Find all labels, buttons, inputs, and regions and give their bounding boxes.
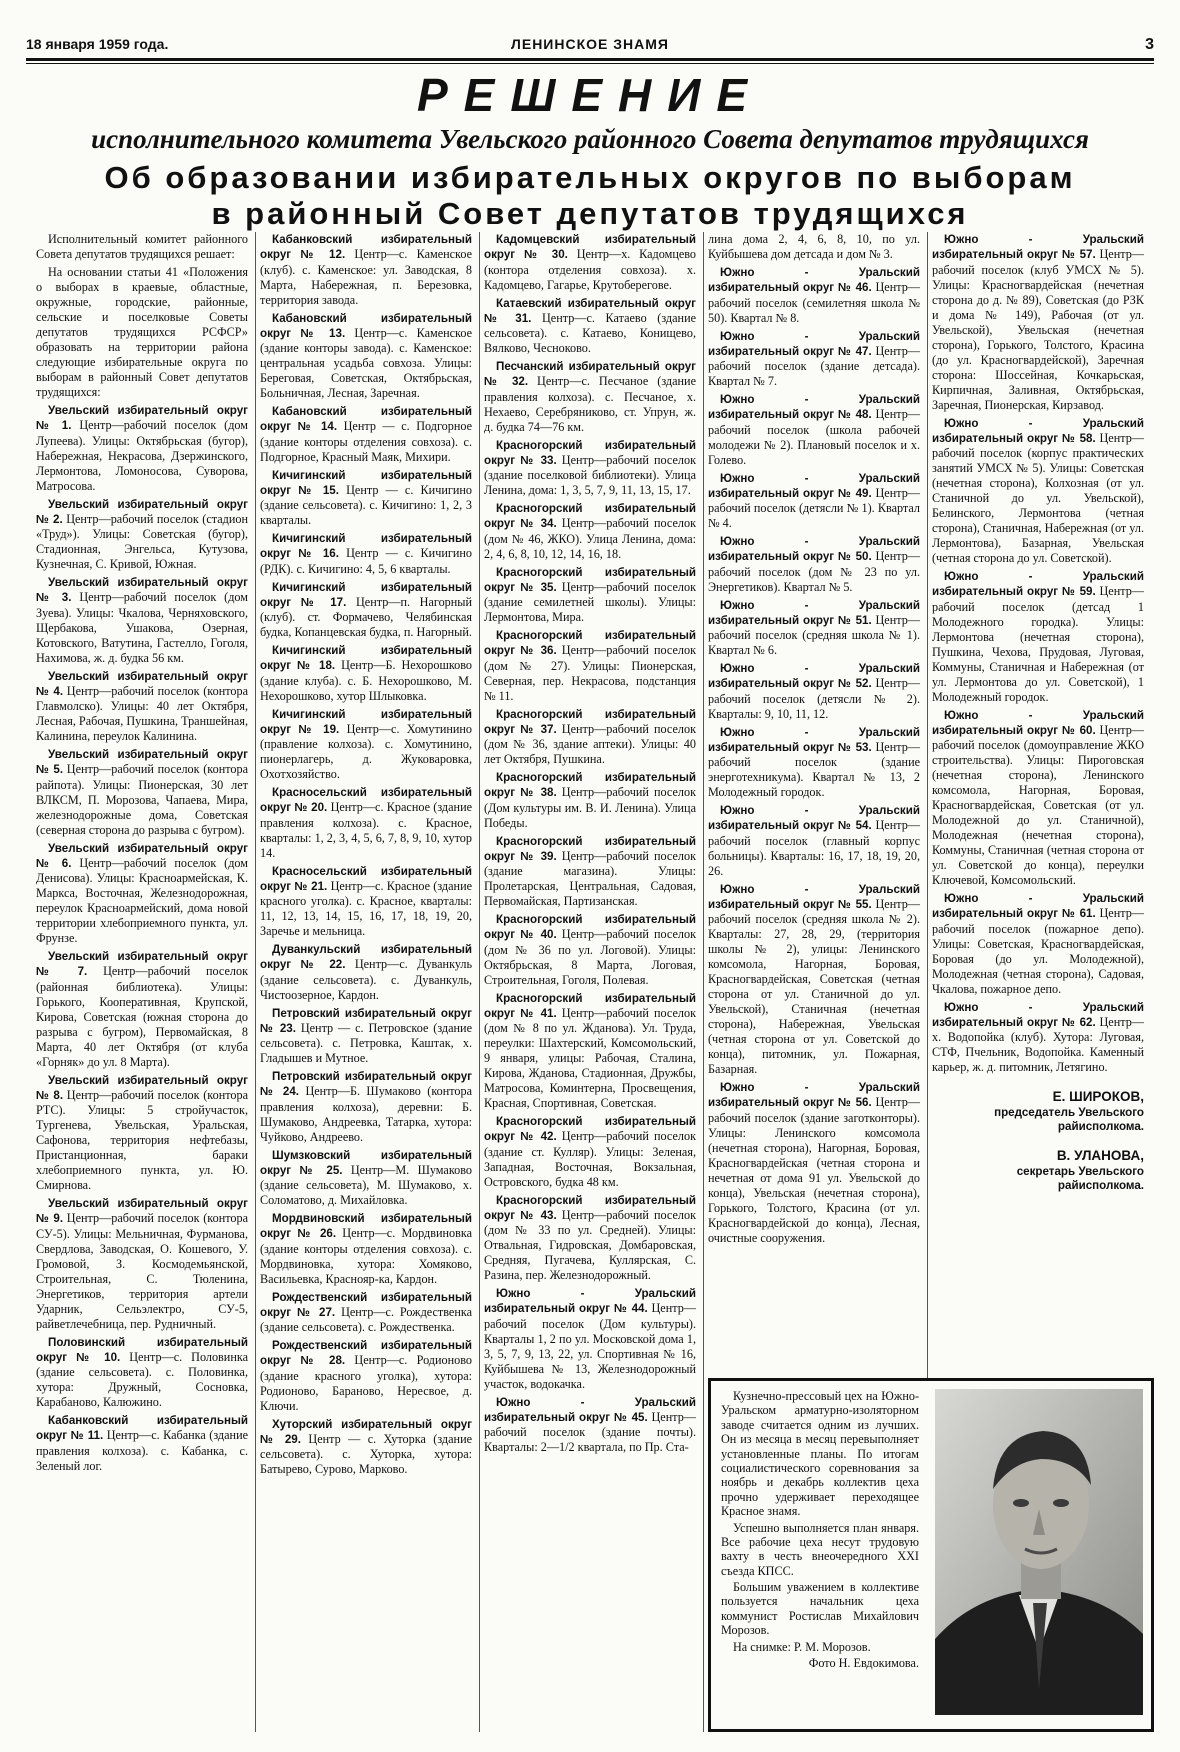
district-description: Центр—рабочий поселок (корпус практических занятий УМСХ № 5). Улицы: Советская (нечетная сторона), Колхозная (от ул. Станичной до ул. Увельской), Белинского, Лермонтова (четная сторона), Станичная, Набережная (от ул. Лермонтова), Базарная, Увельская (четная сторона до ул. Советской). [932, 430, 1144, 565]
district-entry [708, 598, 920, 659]
newspaper-name: ЛЕНИНСКОЕ ЗНАМЯ [511, 36, 669, 52]
district-description: Центр—рабочий поселок (здание поселковой библиотеки). Улица Ленина, дома: 1, 3, 5, 7, 9, 11, 13, 15, 17. [484, 452, 696, 497]
district-description: Центр—рабочий поселок (дом № 33 по ул. Средней). Улицы: Отвальная, Гидровская, Домбаровская, Средняя, Пугачева, Куллярская, С. Разина, пер. Железнодорожный. [484, 1207, 696, 1282]
photo-feature-box [708, 1378, 1154, 1732]
district-description: Центр—рабочий поселок (средняя школа № 2). Кварталы: 27, 28, 29, (территория школы № 2), улицы: Ленинского комсомола, Нагорная, Боровая, Красногвардейская, Советская (четная сторона от ул. Станичной до ул. Увельской), Станичная (нечетная сторона), Набережная, Увельская (четная сторона от ул. Советской до конца), питомник, ул. Пожарная, Базарная. [708, 896, 920, 1076]
district-heading: Южно - Уральский избирательный округ № 50. [708, 535, 920, 564]
district-heading: Кабановский избирательный округ № 13. [260, 311, 472, 340]
district-entry [36, 1196, 248, 1332]
district-description: Центр—Б. Нехорошково (здание клуба). с. Б. Нехорошково, М. Нехорошково, хутор Шлыковка. [260, 658, 473, 703]
district-entry [260, 580, 472, 641]
district-heading: Южно - Уральский избирательный округ № 49. [708, 471, 920, 500]
district-entry [260, 404, 472, 465]
district-description: Центр—с. Песчаное (здание правления колхоза). с. Песчаное, х. Нехаево, Серебряниково, ст. Упрун, ж. д. будка 74—76 км. [484, 374, 696, 434]
masthead [26, 36, 1154, 58]
district-description: лина дома 2, 4, 6, 8, 10, по ул. Куйбышева дом детсада и дом № 3. [708, 232, 920, 261]
district-description: Центр—рабочий поселок (семилетняя школа № 50). Квартал № 8. [708, 280, 920, 325]
district-description: Центр—с. Хомутинино (правление колхоза). с. Хомутинино, пионерлагерь, д. Жуковаровка, Охотхозяйство. [260, 721, 472, 781]
signatory-name: Е. ШИРОКОВ, [1052, 1089, 1144, 1104]
district-entry [484, 770, 696, 831]
district-entry [708, 471, 920, 532]
article-column [708, 232, 920, 1249]
district-entry [260, 864, 472, 940]
main-headline-line-2: в районный Совет депутатов трудящихся [211, 195, 969, 231]
district-heading: Красногорский избирательный округ № 39. [484, 834, 696, 863]
feature-paragraph: Большим уважением в коллективе пользуется начальник цеха коммунист Ростислав Михайлович Морозов. [721, 1580, 919, 1638]
district-entry [932, 232, 1144, 413]
district-entry [484, 707, 696, 768]
district-description: Центр—с. Красное (здание красного уголка). с. Красное, кварталы: 11, 12, 13, 14, 15, 16, 17, 18, 19, 20, Заречье и мельница. [260, 878, 472, 938]
district-entry [260, 1069, 472, 1145]
district-entry [932, 708, 1144, 889]
district-heading: Кабанковский избирательный округ № 11. [36, 1414, 248, 1443]
signatory-position: председатель Увельского райисполкома. [994, 1105, 1144, 1133]
district-description: Центр—рабочий поселок (клуб УМСХ № 5). Улицы: Красногвардейская (нечетная сторона до д. № 89), Советская (до РЗК и дома № 149), Рабочая (от ул. Увельской), Увельская (нечетная сторона), Горького, Толстого, Красина (до ул. Красногвардейской), Заречная сторона: Шоссейная, Кочкарьская, Кирпичная, Заливная, Октябрьская, Заречная, Пионерская, Кирзавод. [932, 247, 1144, 412]
district-description: Центр—рабочий поселок (дом № 23 по ул. Энергетиков). Квартал № 5. [708, 549, 920, 594]
district-entry [484, 438, 696, 499]
district-heading: Кадомцевский избирательный округ № 30. [484, 233, 696, 262]
district-description: Центр—с. Каменское (здание конторы завода). с. Каменское: центральная усадьба совхоза. Улицы: Береговая, Советская, Октябрьская, Больничная, Лесная, Заречная. [260, 325, 472, 400]
district-description: Центр—с. Дуванкуль (здание сельсовета). с. Дуванкуль, Чистоозерное, Кардон. [260, 957, 473, 1002]
signature-block [932, 1089, 1144, 1134]
district-entry [484, 628, 696, 704]
district-description: Центр — с. Петровское (здание сельсовета). с. Петровка, Каштак, х. Гладышев и Мутное. [260, 1020, 472, 1065]
district-entry [484, 1193, 696, 1284]
masthead-rule-thin [26, 63, 1154, 64]
district-entry [260, 1211, 472, 1287]
district-heading: Увельский избирательный округ № 7. [36, 950, 248, 979]
district-description: Центр — с. Хуторка (здание сельсовета). с. Хуторка, хутора: Батырево, Сурово, Марково. [260, 1431, 472, 1476]
district-description: Центр—рабочий поселок (дом Лупеева). Улицы: Октябрьская (бугор), Набережная, Некрасова, Дзержинского, Лермонтова, Ломоносова, Суворова, Матросова. [36, 418, 248, 493]
district-description: Центр—рабочий поселок (дом № 46, ЖКО). Улица Ленина, дома: 2, 4, 6, 8, 10, 12, 14, 16, 18. [484, 516, 696, 561]
district-description: Центр—рабочий поселок (Дом культуры). Кварталы 1, 2 по ул. Московской дома 1, 3, 5, 7, 9, 13, 22, ул. Спортивная № 16, Куйбышева № 13, Железнодорожный участок, водокачка. [484, 1301, 696, 1391]
district-entry [932, 891, 1144, 997]
district-description: Центр—с. Мордвиновка (здание конторы отделения совхоза). с. Мордвиновка, хутора: Хомяково, Васильевка, Краснояр-ка, Кардон. [260, 1226, 473, 1286]
district-description: Центр—рабочий поселок (контора Главмолско). Улицы: 40 лет Октября, Лесная, Рабочая, Пушкина, Траншейная, Калинина, переулок Калинина. [36, 683, 248, 743]
photo-caption: На снимке: Р. М. Морозов. [733, 1639, 871, 1654]
district-description: Центр — с. Подгорное (здание конторы отделения совхоза). с. Подгорное, Красный Маяк, Михири. [260, 419, 473, 464]
district-entry [36, 497, 248, 573]
district-entry [484, 912, 696, 988]
article-column [36, 232, 248, 1477]
district-heading: Рождественский избирательный округ № 28. [260, 1339, 472, 1368]
portrait-photo [935, 1389, 1143, 1715]
district-entry [36, 669, 248, 745]
district-entry [260, 232, 472, 308]
district-entry [708, 265, 920, 326]
district-entry [36, 949, 248, 1070]
district-heading: Красногорский избирательный округ № 43. [484, 1193, 696, 1222]
district-heading: Кичигинский избирательный округ № 16. [260, 532, 472, 561]
signature-block [932, 1148, 1144, 1193]
district-entry [484, 232, 696, 293]
district-description: Центр—рабочий поселок (районная библиотека). Улицы: Горького, Кооперативная, Крупской, Кирова, Советская (южная сторона до разрыва с бугром), Первомайская, 8 Марта, 40 лет Октября (от клуба «Горняк» до ул. 8 Марта). [36, 964, 248, 1069]
district-description: Центр—рабочий поселок (здание почты). Кварталы: 2—1/2 квартала, по Пр. Ста- [484, 1409, 696, 1454]
district-heading: Красногорский избирательный округ № 36. [484, 629, 696, 658]
district-entry [36, 747, 248, 838]
article-paragraph [708, 232, 920, 262]
district-heading: Увельский избирательный округ № 9. [36, 1197, 248, 1226]
district-heading: Красногорский избирательный округ № 40. [484, 913, 696, 942]
district-heading: Увельский избирательный округ № 8. [36, 1073, 248, 1102]
district-entry [484, 501, 696, 562]
district-entry [484, 359, 696, 435]
district-entry [260, 643, 472, 704]
district-description: Центр—с. Половинка (здание сельсовета). с. Половинка, хутора: Дружный, Сосновка, Карабаново, Калюжино. [36, 1349, 249, 1409]
district-description: Центр—х. Водопойка (клуб). Хутора: Луговая, СТФ, Пчельник, Водопойка. Каменный карьер, ж. д. питомник, Летягино. [932, 1014, 1144, 1074]
district-description: Центр—рабочий поселок (дом № 27). Улицы: Пионерская, Северная, пер. Некрасова, подстанция № 11. [484, 643, 696, 703]
decision-subtitle: исполнительного комитета Увельского районного Совета депутатов трудящихся [91, 124, 1089, 154]
district-heading: Мордвиновский избирательный округ № 26. [260, 1212, 472, 1241]
district-heading: Южно - Уральский избирательный округ № 53. [708, 725, 920, 754]
district-description: Центр—рабочий поселок (здание детсада). Квартал № 7. [708, 343, 920, 388]
district-description: Центр — с. Кичигино (здание сельсовета). с. Кичигино: 1, 2, 3 кварталы. [260, 482, 472, 527]
district-entry [708, 534, 920, 595]
district-description: Центр—рабочий поселок (контора райпота). Улицы: Пионерская, 30 лет ВЛКСМ, П. Морозова, Чапаева, Мира, железнодорожные дома, Советская (северная сторона до разрыва с бугром). [36, 762, 248, 837]
district-heading: Увельский избирательный округ № 3. [36, 576, 248, 605]
district-heading: Южно - Уральский избирательный округ № 58. [932, 416, 1144, 445]
district-heading: Красногорский избирательный округ № 35. [484, 565, 696, 594]
district-description: Центр—рабочий поселок (здание семилетней школы). Улицы: Лермонтова, Мира. [484, 579, 696, 624]
district-heading: Красногорский избирательный округ № 34. [484, 502, 696, 531]
district-description: Центр—рабочий поселок (Дом культуры им. В. И. Ленина). Улица Победы. [484, 785, 696, 830]
district-entry [484, 1286, 696, 1392]
district-heading: Красногорский избирательный округ № 42. [484, 1115, 696, 1144]
signatory-position: секретарь Увельского райисполкома. [1016, 1164, 1144, 1192]
district-description: Центр—х. Кадомцево (контора отделения совхоза). х. Кадомцево, Гагарье, Крутоберегове. [484, 247, 697, 292]
district-heading: Южно - Уральский избирательный округ № 60. [932, 708, 1144, 737]
district-entry [260, 942, 472, 1003]
district-description: Центр—рабочий поселок (дом № 36, здание аптеки). Улицы: 40 лет Октября, Пушкина. [484, 721, 696, 766]
district-entry [484, 1395, 696, 1456]
district-entry [708, 661, 920, 722]
district-entry [708, 882, 920, 1078]
district-heading: Красногорский избирательный округ № 38. [484, 771, 696, 800]
district-entry [484, 991, 696, 1112]
district-heading: Южно - Уральский избирательный округ № 56. [708, 1081, 920, 1110]
district-description: Центр—рабочий поселок (здание ст. Кулляр). Улицы: Зеленая, Западная, Восточная, Вокзальная, Островского, будка 48 км. [484, 1129, 696, 1189]
district-entry [260, 707, 472, 783]
district-entry [260, 785, 472, 861]
district-heading: Половинский избирательный округ № 10. [36, 1335, 248, 1364]
district-heading: Катаевский избирательный округ № 31. [484, 296, 696, 325]
district-heading: Песчанский избирательный округ № 32. [484, 360, 696, 389]
district-description: Центр—Б. Шумаково (контора правления колхоза), деревни: Б. Шумаково, Андреевка, Татарка, хутора: Чуйково, Андреево. [260, 1084, 473, 1144]
district-entry [484, 565, 696, 626]
district-description: Центр—п. Нагорный (клуб). ст. Формачево, Челябинская будка, Копанцевская будка, п. Нагорный. [260, 594, 473, 639]
district-heading: Южно - Уральский избирательный округ № 45. [484, 1395, 696, 1424]
district-entry [708, 329, 920, 390]
district-entry [36, 403, 248, 494]
article-column [932, 232, 1144, 1193]
district-entry [36, 841, 248, 947]
district-heading: Увельский избирательный округ № 6. [36, 841, 248, 870]
district-description: Исполнительный комитет районного Совета депутатов трудящихся решает: [36, 232, 248, 261]
district-heading: Кичигинский избирательный округ № 18. [260, 644, 472, 673]
district-heading: Красносельский избирательный округ № 20. [260, 786, 472, 815]
district-description: Центр—рабочий поселок (домоуправление ЖКО строительства). Улицы: Пироговская (нечетная сторона), Ленинского комсомола, Нагорная, Боровая, Красногвардейская, Советская (от ул. Молодежной до ул. Станичной), Молодежная (нечетная сторона), Коммуны, Станичная (четная сторона от ул. Советской до конца), переулки Ключевой, Комсомольский. [932, 722, 1144, 887]
district-heading: Кичигинский избирательный округ № 15. [260, 468, 472, 497]
district-heading: Увельский избирательный округ № 1. [36, 404, 248, 433]
district-description: Центр—рабочий поселок (здание энерготехникума). Квартал № 13, 2 Молодежный городок. [708, 739, 920, 799]
district-description: Центр—рабочий поселок (школа рабочей молодежи № 2). Плановый поселок и х. Голево. [708, 407, 920, 467]
district-description: Центр—рабочий поселок (главный корпус больницы). Кварталы: 16, 17, 18, 19, 20, 26. [708, 818, 920, 878]
district-heading: Кабанковский избирательный округ № 12. [260, 233, 472, 262]
district-description: Центр — с. Кичигино (РДК). с. Кичигино: 4, 5, 6 кварталы. [260, 546, 472, 576]
district-heading: Южно - Уральский избирательный округ № 47. [708, 329, 920, 358]
district-entry [260, 1338, 472, 1414]
photo-feature-text [721, 1389, 919, 1672]
district-heading: Увельский избирательный округ № 5. [36, 748, 248, 777]
district-entry [260, 311, 472, 402]
district-description: Центр—рабочий поселок (здание заготконторы). Улицы: Ленинского комсомола (нечетная сторона), Нагорная, Боровая, Красногвардейская (четная сторона и нечетная от дома 91 ул. Увельской до конца), Увельская (нечетная сторона), Горького, Толстого, Красина (от ул. Красногвардейской до конца), Лесная, очистные сооружения. [708, 1095, 920, 1245]
district-heading: Красногорский избирательный округ № 37. [484, 707, 696, 736]
district-heading: Южно - Уральский избирательный округ № 59. [932, 570, 1144, 599]
district-heading: Южно - Уральский избирательный округ № 48. [708, 393, 920, 422]
district-entry [36, 1073, 248, 1194]
district-description: Центр—рабочий поселок (дом № 36 по ул. Логовой). Улицы: Октябрьская, 8 Марта, Логовая, Строительная, Гоголя, Полевая. [484, 927, 696, 987]
district-heading: Южно - Уральский избирательный округ № 52. [708, 662, 920, 691]
page-number: 3 [1145, 36, 1154, 53]
district-entry [932, 1000, 1144, 1076]
district-description: Центр—М. Шумаково (здание сельсовета), М. Шумаково, х. Соломатово, д. Михайловка. [260, 1162, 472, 1207]
district-heading: Кичигинский избирательный округ № 17. [260, 580, 472, 609]
district-heading: Кабановский избирательный округ № 14. [260, 405, 472, 434]
district-heading: Красносельский избирательный округ № 21. [260, 864, 472, 893]
main-headline-line-1: Об образовании избирательных округов по выборам [104, 160, 1076, 195]
district-description: На основании статьи 41 «Положения о выборах в краевые, областные, окружные, городские, районные, сельские и поселковые Советы депутатов трудящихся РСФСР» образовать на территории района следующие избирательные округа по выборам в районный Совет депутатов трудящихся: [36, 265, 248, 399]
district-heading: Южно - Уральский избирательный округ № 55. [708, 882, 920, 911]
district-heading: Увельский избирательный округ № 2. [36, 497, 248, 526]
district-heading: Южно - Уральский избирательный округ № 54. [708, 804, 920, 833]
district-description: Центр—рабочий поселок (детясли № 2). Кварталы: 9, 10, 11, 12. [708, 676, 920, 721]
district-heading: Южно - Уральский избирательный округ № 46. [708, 266, 920, 295]
district-entry [484, 834, 696, 910]
article-paragraph [36, 265, 248, 400]
district-description: Центр—с. Красное (здание правления колхоза). с. Красное, кварталы: 1, 2, 3, 4, 5, 6, 7, 8, 9, 10, хутор 14. [260, 800, 472, 860]
article-column [484, 232, 696, 1458]
district-description: Центр—с. Каменское (клуб). с. Каменское: ул. Заводская, 8 Марта, Набережная, п. Березовка, территория завода. [260, 247, 472, 307]
district-entry [484, 1114, 696, 1190]
district-description: Центр— рабочий поселок (детсад 1 Молодежного городка). Улицы: Лермонтова (нечетная сторона), Пушкина, Чехова, Прудовая, Луговая, Коммуны, Станичная и Набережная (от ул. Лермонтова до ул. Советской), 1 Молодежный городок. [932, 584, 1144, 704]
signatures [932, 1089, 1144, 1193]
district-description: Центр—с. Кабанка (здание правления колхоза). с. Кабанка, с. Зеленый лог. [36, 1428, 248, 1473]
district-entry [260, 1417, 472, 1478]
district-description: Центр—рабочий поселок (стадион «Труд»). Улицы: Советская (бугор), Стадионная, Энгельса, Кутузова, Кузнечная, С. Кривой, Южная. [36, 511, 248, 571]
article-paragraph [36, 232, 248, 262]
district-entry [708, 1080, 920, 1246]
district-entry [932, 569, 1144, 705]
district-heading: Петровский избирательный округ № 23. [260, 1006, 472, 1035]
district-heading: Южно - Уральский избирательный округ № 57. [932, 233, 1144, 262]
portrait-image [935, 1389, 1143, 1715]
district-description: Центр—рабочий поселок (контора СУ-5). Улицы: Мельничная, Фурманова, Свердлова, Заводская, О. Кошевого, У. Громовой, З. Космодемьянской, Строительная, С. Тюленина, Энергетиков, территория артели Ударник, Сельэлектро, СУ-5, райветлечебница, пер. Рудничный. [36, 1211, 248, 1331]
district-entry [708, 725, 920, 801]
district-heading: Хуторский избирательный округ № 29. [260, 1417, 472, 1446]
decision-title: РЕШЕНИЕ [416, 69, 764, 121]
district-entry [260, 468, 472, 529]
district-entry [932, 416, 1144, 567]
main-headline [0, 160, 1180, 231]
district-description: Центр—рабочий поселок (дом Зуева). Улицы: Чкалова, Черняховского, Щербакова, Ушакова, Озерная, Котовского, Ватутина, Гастелло, Гоголя, Нахимова, ж. д. будка 56 км. [36, 590, 248, 665]
district-description: Центр—с. Катаево (здание сельсовета). с. Катаево, Конищево, Вялково, Чесноково. [484, 310, 696, 355]
district-entry [36, 1413, 248, 1474]
district-entry [36, 1335, 248, 1411]
district-heading: Петровский избирательный округ № 24. [260, 1070, 472, 1099]
district-entry [260, 1290, 472, 1336]
district-description: Центр—с. Родионово (здание красного уголка), хутора: Родионово, Бараново, Нересвое, д. Ключи. [260, 1353, 473, 1413]
district-entry [484, 296, 696, 357]
issue-date: 18 января 1959 года. [26, 36, 169, 52]
district-heading: Южно - Уральский избирательный округ № 62. [932, 1000, 1144, 1029]
district-entry [260, 531, 472, 577]
feature-paragraph: Кузнечно-прессовый цех на Южно-Уральском арматурно-изоляторном заводе считается одним из лучших. Он из месяца в месяц перевыполняет установленные планы. По итогам социалистического соревнования за ноябрь и декабрь коллектив цеха прочно удерживает переходящее Красное знамя. [721, 1389, 919, 1519]
district-entry [708, 803, 920, 879]
district-entry [260, 1148, 472, 1209]
district-description: Центр—рабочий поселок (средняя школа № 1). Квартал № 6. [708, 612, 920, 657]
district-heading: Дуванкульский избирательный округ № 22. [260, 943, 472, 972]
district-entry [36, 575, 248, 666]
district-heading: Южно - Уральский избирательный округ № 51. [708, 598, 920, 627]
district-description: Центр—рабочий поселок (дом № 8 по ул. Жданова). Ул. Труда, переулки: Шахтерский, Комсомольский, 9 января, улицы: Рабочая, Сталина, Кирова, Жданова, Стадионная, Дружбы, Матросова, Коминтерна, Просвещения, Красная, Спортивная, Советская. [484, 1005, 696, 1110]
signatory-name: В. УЛАНОВА, [1056, 1148, 1144, 1164]
district-heading: Южно - Уральский избирательный округ № 44. [484, 1287, 696, 1316]
district-heading: Рождественский избирательный округ № 27. [260, 1290, 472, 1319]
district-description: Центр—рабочий поселок (детясли № 1). Квартал № 4. [708, 485, 920, 530]
district-heading: Увельский избирательный округ № 4. [36, 669, 248, 698]
district-description: Центр—рабочий поселок (здание магазина). Улицы: Пролетарская, Центральная, Садовая, Первомайская, Партизанская. [484, 848, 696, 908]
district-heading: Южно - Уральский избирательный округ № 61. [932, 892, 1144, 921]
district-entry [708, 392, 920, 468]
article-column [260, 232, 472, 1480]
feature-paragraph: Успешно выполняется план января. Все рабочие цеха несут трудовую вахту в честь внеочередного XXI съезда КПСС. [721, 1520, 919, 1578]
masthead-rule-thick [26, 58, 1154, 61]
district-description: Центр—с. Рождественка (здание сельсовета). с. Рождественка. [260, 1304, 473, 1334]
district-description: Центр—рабочий поселок (пожарное депо). Улицы: Советская, Красногвардейская, Боровая (до ул. Молодежной), Молодежная (четная сторона), Садовая, Чкалова, пожарное депо. [932, 906, 1144, 996]
district-description: Центр—рабочий поселок (дом Денисова). Улицы: Красноармейская, К. Маркса, Восточная, Железнодорожная, переулок Красноармейский, дома новой территории хлебоприемного пункта, ул. Фрунзе. [36, 855, 248, 945]
photo-credit: Фото Н. Евдокимова. [808, 1656, 919, 1671]
district-heading: Кичигинский избирательный округ № 19. [260, 707, 472, 736]
district-heading: Шумзковский избирательный округ № 25. [260, 1148, 472, 1177]
district-description: Центр—рабочий поселок (контора РТС). Улицы: 5 стройучасток, Тургенева, Увельская, Уральская, Сафонова, территория нефтебазы, Пристанционная, бараки хлебоприемного пункта, ул. Ю. Смирнова. [36, 1087, 248, 1192]
district-heading: Красногорский избирательный округ № 41. [484, 991, 696, 1020]
district-heading: Красногорский избирательный округ № 33. [484, 438, 696, 467]
district-entry [260, 1006, 472, 1067]
